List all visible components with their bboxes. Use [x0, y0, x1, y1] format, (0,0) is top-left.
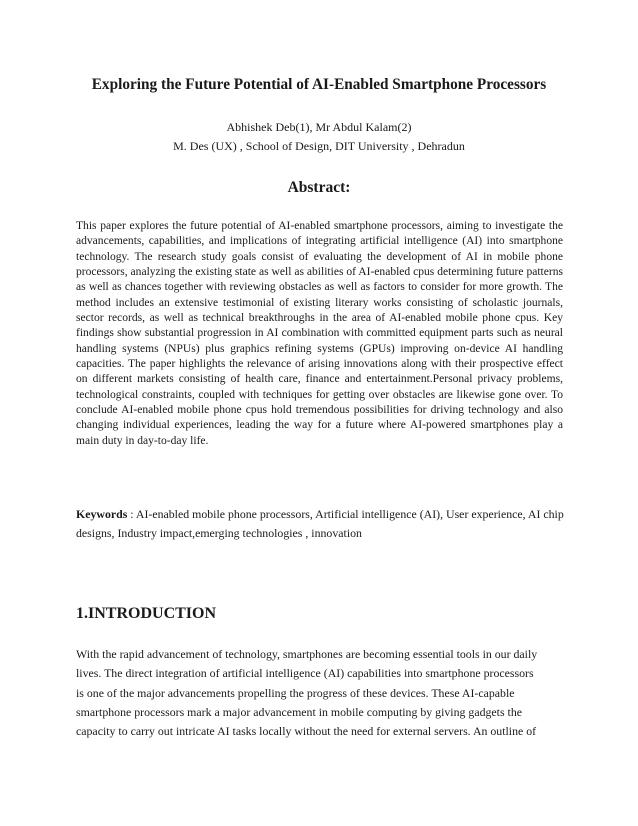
abstract-heading: Abstract:	[287, 179, 351, 196]
intro-line: lives. The direct integration of artificial intelligence (AI) capabilities into smartphone processors	[76, 666, 534, 681]
author-block	[0, 118, 638, 155]
intro-line: is one of the major advancements propelling the progress of these devices. These AI-capable	[76, 685, 515, 700]
introduction-heading: 1.INTRODUCTION	[76, 605, 217, 622]
intro-line: smartphone processors mark a major advancement in mobile computing by giving gadgets the	[76, 704, 523, 719]
abstract-paragraph: This paper explores the future potential of AI-enabled smartphone processors, aiming to investigate the advancements, capabilities, and implications of integrating artificial intelligence (AI) into smartphone technology. The research study goals consist of evaluating the development of AI in mobile phone processors, analyzing the existing state as well as abilities of AI-enabled cpus determining future patterns as well as chances together with reviewing obstacles as well as factors to consider for more growth. The method includes an extensive testimonial of existing literary works consisting of scholastic journals, sector records, as well as technical breakthroughs in the area of AI-enabled mobile phone cpus. Key findings show substantial progression in AI combination with committed equipment parts such as neural handling systems (NPUs) plus graphics refining systems (GPUs) improving on-device AI handling capacities. The paper highlights the relevance of arising innovations along with their prospective effect on different markets consisting of health care, finance and entertainment.Personal privacy problems, technological constraints, coupled with techniques for getting over obstacles are likewise gone over. To conclude AI-enabled mobile phone cpus hold tremendous possibilities for driving technology and also changing individual experiences, leading the way for a future where AI-powered smartphones play a main duty in day-to-day life.	[76, 220, 563, 447]
introduction-paragraph	[76, 645, 566, 741]
intro-line: With the rapid advancement of technology, smartphones are becoming essential tools in our daily	[76, 647, 538, 661]
intro-line: capacity to carry out intricate AI tasks locally without the need for external servers. An outline of	[76, 724, 537, 739]
keywords-label: Keywords	[76, 507, 128, 521]
affiliation-line: M. Des (UX) , School of Design, DIT University , Dehradun	[173, 138, 465, 153]
paper-title: Exploring the Future Potential of AI-Enabled Smartphone Processors	[91, 76, 547, 93]
keywords-text: : AI-enabled mobile phone processors, Artificial intelligence (AI), User experience, AI chip designs, Industry impact,emerging technologies , innovation	[76, 507, 564, 540]
keywords-paragraph	[76, 505, 566, 543]
authors-line: Abhishek Deb(1), Mr Abdul Kalam(2)	[226, 120, 412, 134]
